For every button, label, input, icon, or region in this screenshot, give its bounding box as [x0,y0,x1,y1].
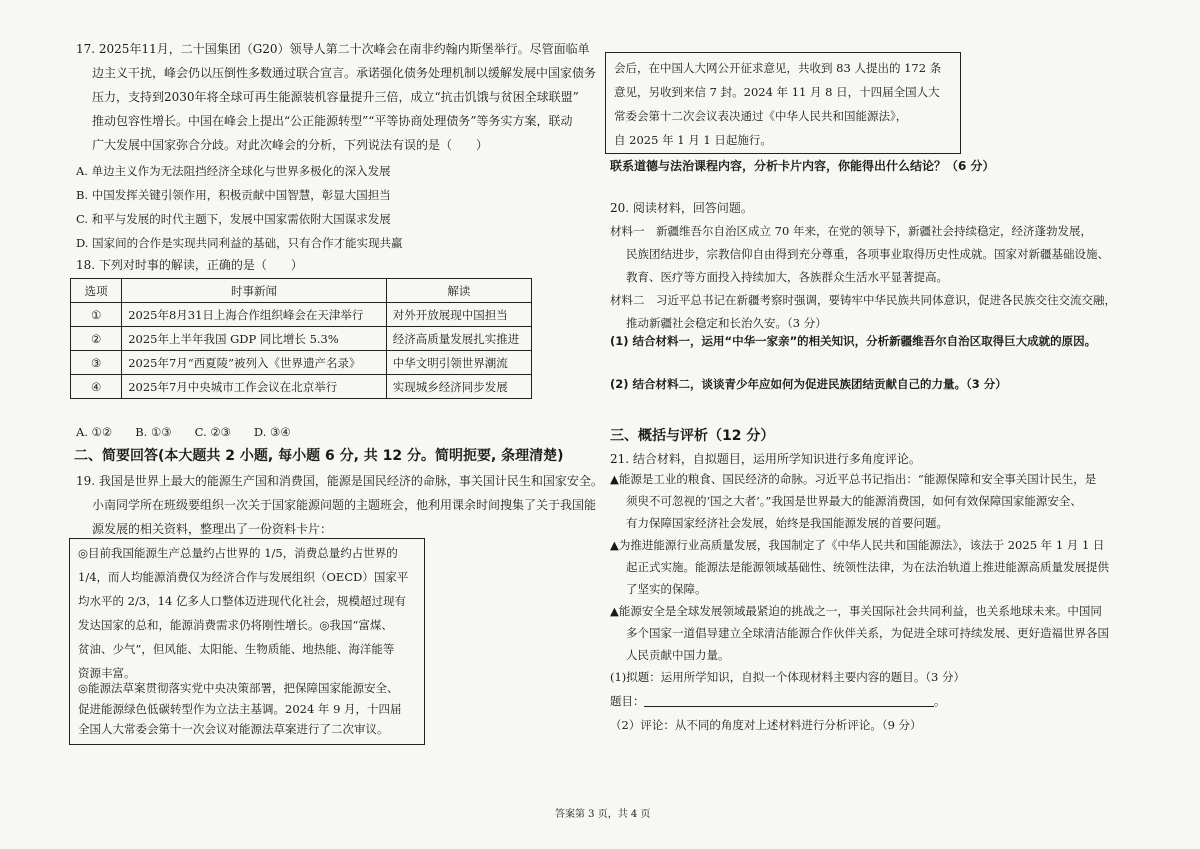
q19-prompt: 联系道德与法治课程内容，分析卡片内容，你能得出什么结论？（6 分） [610,159,995,173]
card-line: 促进能源绿色低碳转型作为立法主基调。2024 年 9 月，十四届 [78,702,402,716]
table-cell: 2025年7月中央城市工作会议在北京举行 [122,375,387,399]
q19-line-3: 源发展的相关资料，整理出了一份资料卡片： [92,522,333,536]
q21-bullet-1: ▲能源是工业的粮食、国民经济的命脉。习近平总书记指出：“能源保障和安全事关国计民生，是 [610,472,1097,486]
q19-line-2: 小南同学所在班级要组织一次关于国家能源问题的主题班会，他利用课余时间搜集了关于我国能 [92,498,597,512]
table-header: 解读 [386,279,531,303]
card-line: 均水平的 2/3，14 亿多人口整体迈进现代化社会，规模超过现有 [78,594,406,608]
q21-ask-1: (1)拟题：运用所学知识，自拟一个体现材料主要内容的题目。（3 分） [610,670,966,684]
title-label: 题目： [610,694,645,708]
table-cell: 对外开放展现中国担当 [386,303,531,327]
table-cell: 中华文明引领世界潮流 [386,351,531,375]
card-line: 贫油、少气”，但风能、太阳能、生物质能、地热能、海洋能等 [78,642,395,656]
card-line: 自 2025 年 1 月 1 日起施行。 [614,133,772,147]
q17-line-2: 边主义干扰，峰会仍以压倒性多数通过联合宣言。承诺强化债务处理机制以缓解发展中国家债务 [92,66,597,80]
q17-line-3: 压力，支持到2030年将全球可再生能源装机容量提升三倍，成立“抗击饥饿与贫困全球联盟” [92,90,579,104]
table-cell: ① [71,303,122,327]
q21-bullet-2: 起正式实施。能源法是能源领域基础性、统领性法律，为在法治轨道上推进能源高质量发展提供 [626,560,1109,574]
table-cell: 2025年上半年我国 GDP 同比增长 5.3% [122,327,387,351]
q19-line-1: 19. 我国是世界上最大的能源生产国和消费国，能源是国民经济的命脉，事关国计民生和国家安全。 [76,474,603,488]
table-cell: ② [71,327,122,351]
q17-option-a: A. 单边主义作为无法阻挡经济全球化与世界多极化的深入发展 [76,164,391,178]
section-3-title: 三、概括与评析（12 分） [610,428,775,444]
q21-bullet-2: ▲为推进能源行业高质量发展，我国制定了《中华人民共和国能源法》，该法于 2025 年 1 月 1 日 [610,538,1105,552]
table-cell: 经济高质量发展扎实推进 [386,327,531,351]
table-row [71,303,532,327]
table-header-row [71,279,532,303]
q20-material-2: 推动新疆社会稳定和长治久安。（3 分） [626,316,827,330]
q21-ask-2: （2）评论：从不同的角度对上述材料进行分析评论。（9 分） [610,718,922,732]
card-line: 会后，在中国人大网公开征求意见，共收到 83 人提出的 172 条 [614,61,942,75]
table-cell: 实现城乡经济同步发展 [386,375,531,399]
q21-bullet-2: 了坚实的保障。 [626,582,707,596]
card-line: 发达国家的总和，能源消费需求仍将刚性增长。◎我国“富煤、 [78,618,393,632]
q20-ask-1: (1) 结合材料一，运用“中华一家亲”的相关知识，分析新疆维吾尔自治区取得巨大成就的原因。 [610,334,1097,348]
q18-answer-options: A. ①② B. ①③ C. ②③ D. ③④ [76,425,291,439]
q18-table [70,278,532,399]
q17-line-5: 广大发展中国家弥合分歧。对此次峰会的分析，下列说法有误的是（ ） [92,138,489,152]
title-answer-line[interactable] [644,706,934,707]
q20-ask-2: (2) 结合材料二，谈谈青少年应如何为促进民族团结贡献自己的力量。（3 分） [610,377,1007,391]
q17-line-4: 推动包容性增长。中国在峰会上提出“公正能源转型”“平等协商处理债务”等务实方案，联动 [92,114,573,128]
card-line: 常委会第十二次会议表决通过《中华人民共和国能源法》， [614,109,908,123]
q21-bullet-3: ▲能源安全是全球发展领域最紧迫的挑战之一，事关国际社会共同利益，也关系地球未来。中国同 [610,604,1102,618]
table-header: 时事新闻 [122,279,387,303]
table-row [71,351,532,375]
q21-bullet-1: 须臾不可忽视的‘国之大者’。”我国是世界最大的能源消费国，如何有效保障国家能源安全、 [626,494,1082,508]
q21-bullet-3: 人民贡献中国力量。 [626,648,730,662]
q20-material-1: 材料一 新疆维吾尔自治区成立 70 年来，在党的领导下，新疆社会持续稳定，经济蓬勃发展， [610,224,1092,238]
page-footer: 答案第 3 页，共 4 页 [555,809,651,820]
q17-option-c: C. 和平与发展的时代主题下，发展中国家需依附大国谋求发展 [76,212,391,226]
q20-stem: 20. 阅读材料，回答问题。 [610,201,753,215]
table-cell: ④ [71,375,122,399]
card-line: ◎目前我国能源生产总量约占世界的 1/5，消费总量约占世界的 [78,546,398,560]
q18-stem: 18. 下列对时事的解读，正确的是（ ） [76,258,303,272]
q17-option-d: D. 国家间的合作是实现共同利益的基础，只有合作才能实现共赢 [76,236,403,250]
card-line: 资源丰富。 [78,666,136,680]
q17-line-1: 17. 2025年11月，二十国集团（G20）领导人第二十次峰会在南非约翰内斯堡举行。尽管面临单 [76,42,590,56]
q21-bullet-1: 有力保障国家经济社会发展，始终是我国能源发展的首要问题。 [626,516,948,530]
card-line: 意见，另收到来信 7 封。2024 年 11 月 8 日，十四届全国人大 [614,85,940,99]
table-cell: 2025年8月31日上海合作组织峰会在天津举行 [122,303,387,327]
q21-bullet-3: 多个国家一道倡导建立全球清洁能源合作伙伴关系，为促进全球可持续发展、更好造福世界各国 [626,626,1109,640]
q20-material-1: 民族团结进步，宗教信仰自由得到充分尊重，各项事业取得历史性成就。国家对新疆基础设施、 [626,247,1109,261]
table-row [71,375,532,399]
table-header: 选项 [71,279,122,303]
section-2-title: 二、简要回答(本大题共 2 小题, 每小题 6 分, 共 12 分。简明扼要, 条理清楚) [74,448,564,464]
card-line: 1/4，而人均能源消费仅为经济合作与发展组织（OECD）国家平 [78,570,409,584]
card-line: ◎能源法草案贯彻落实党中央决策部署，把保障国家能源安全、 [78,681,399,695]
table-cell: ③ [71,351,122,375]
title-end-mark: 。 [934,694,946,708]
q20-material-1: 教育、医疗等方面投入持续加大，各族群众生活水平显著提高。 [626,270,948,284]
table-row [71,327,532,351]
card-line: 全国人大常委会第十一次会议对能源法草案进行了二次审议。 [78,722,389,736]
table-cell: 2025年7月“西夏陵”被列入《世界遗产名录》 [122,351,387,375]
q17-option-b: B. 中国发挥关键引领作用，积极贡献中国智慧，彰显大国担当 [76,188,391,202]
q20-material-2: 材料二 习近平总书记在新疆考察时强调，要铸牢中华民族共同体意识，促进各民族交往交流交融， [610,293,1116,307]
q21-stem: 21. 结合材料，自拟题目，运用所学知识进行多角度评论。 [610,452,921,466]
